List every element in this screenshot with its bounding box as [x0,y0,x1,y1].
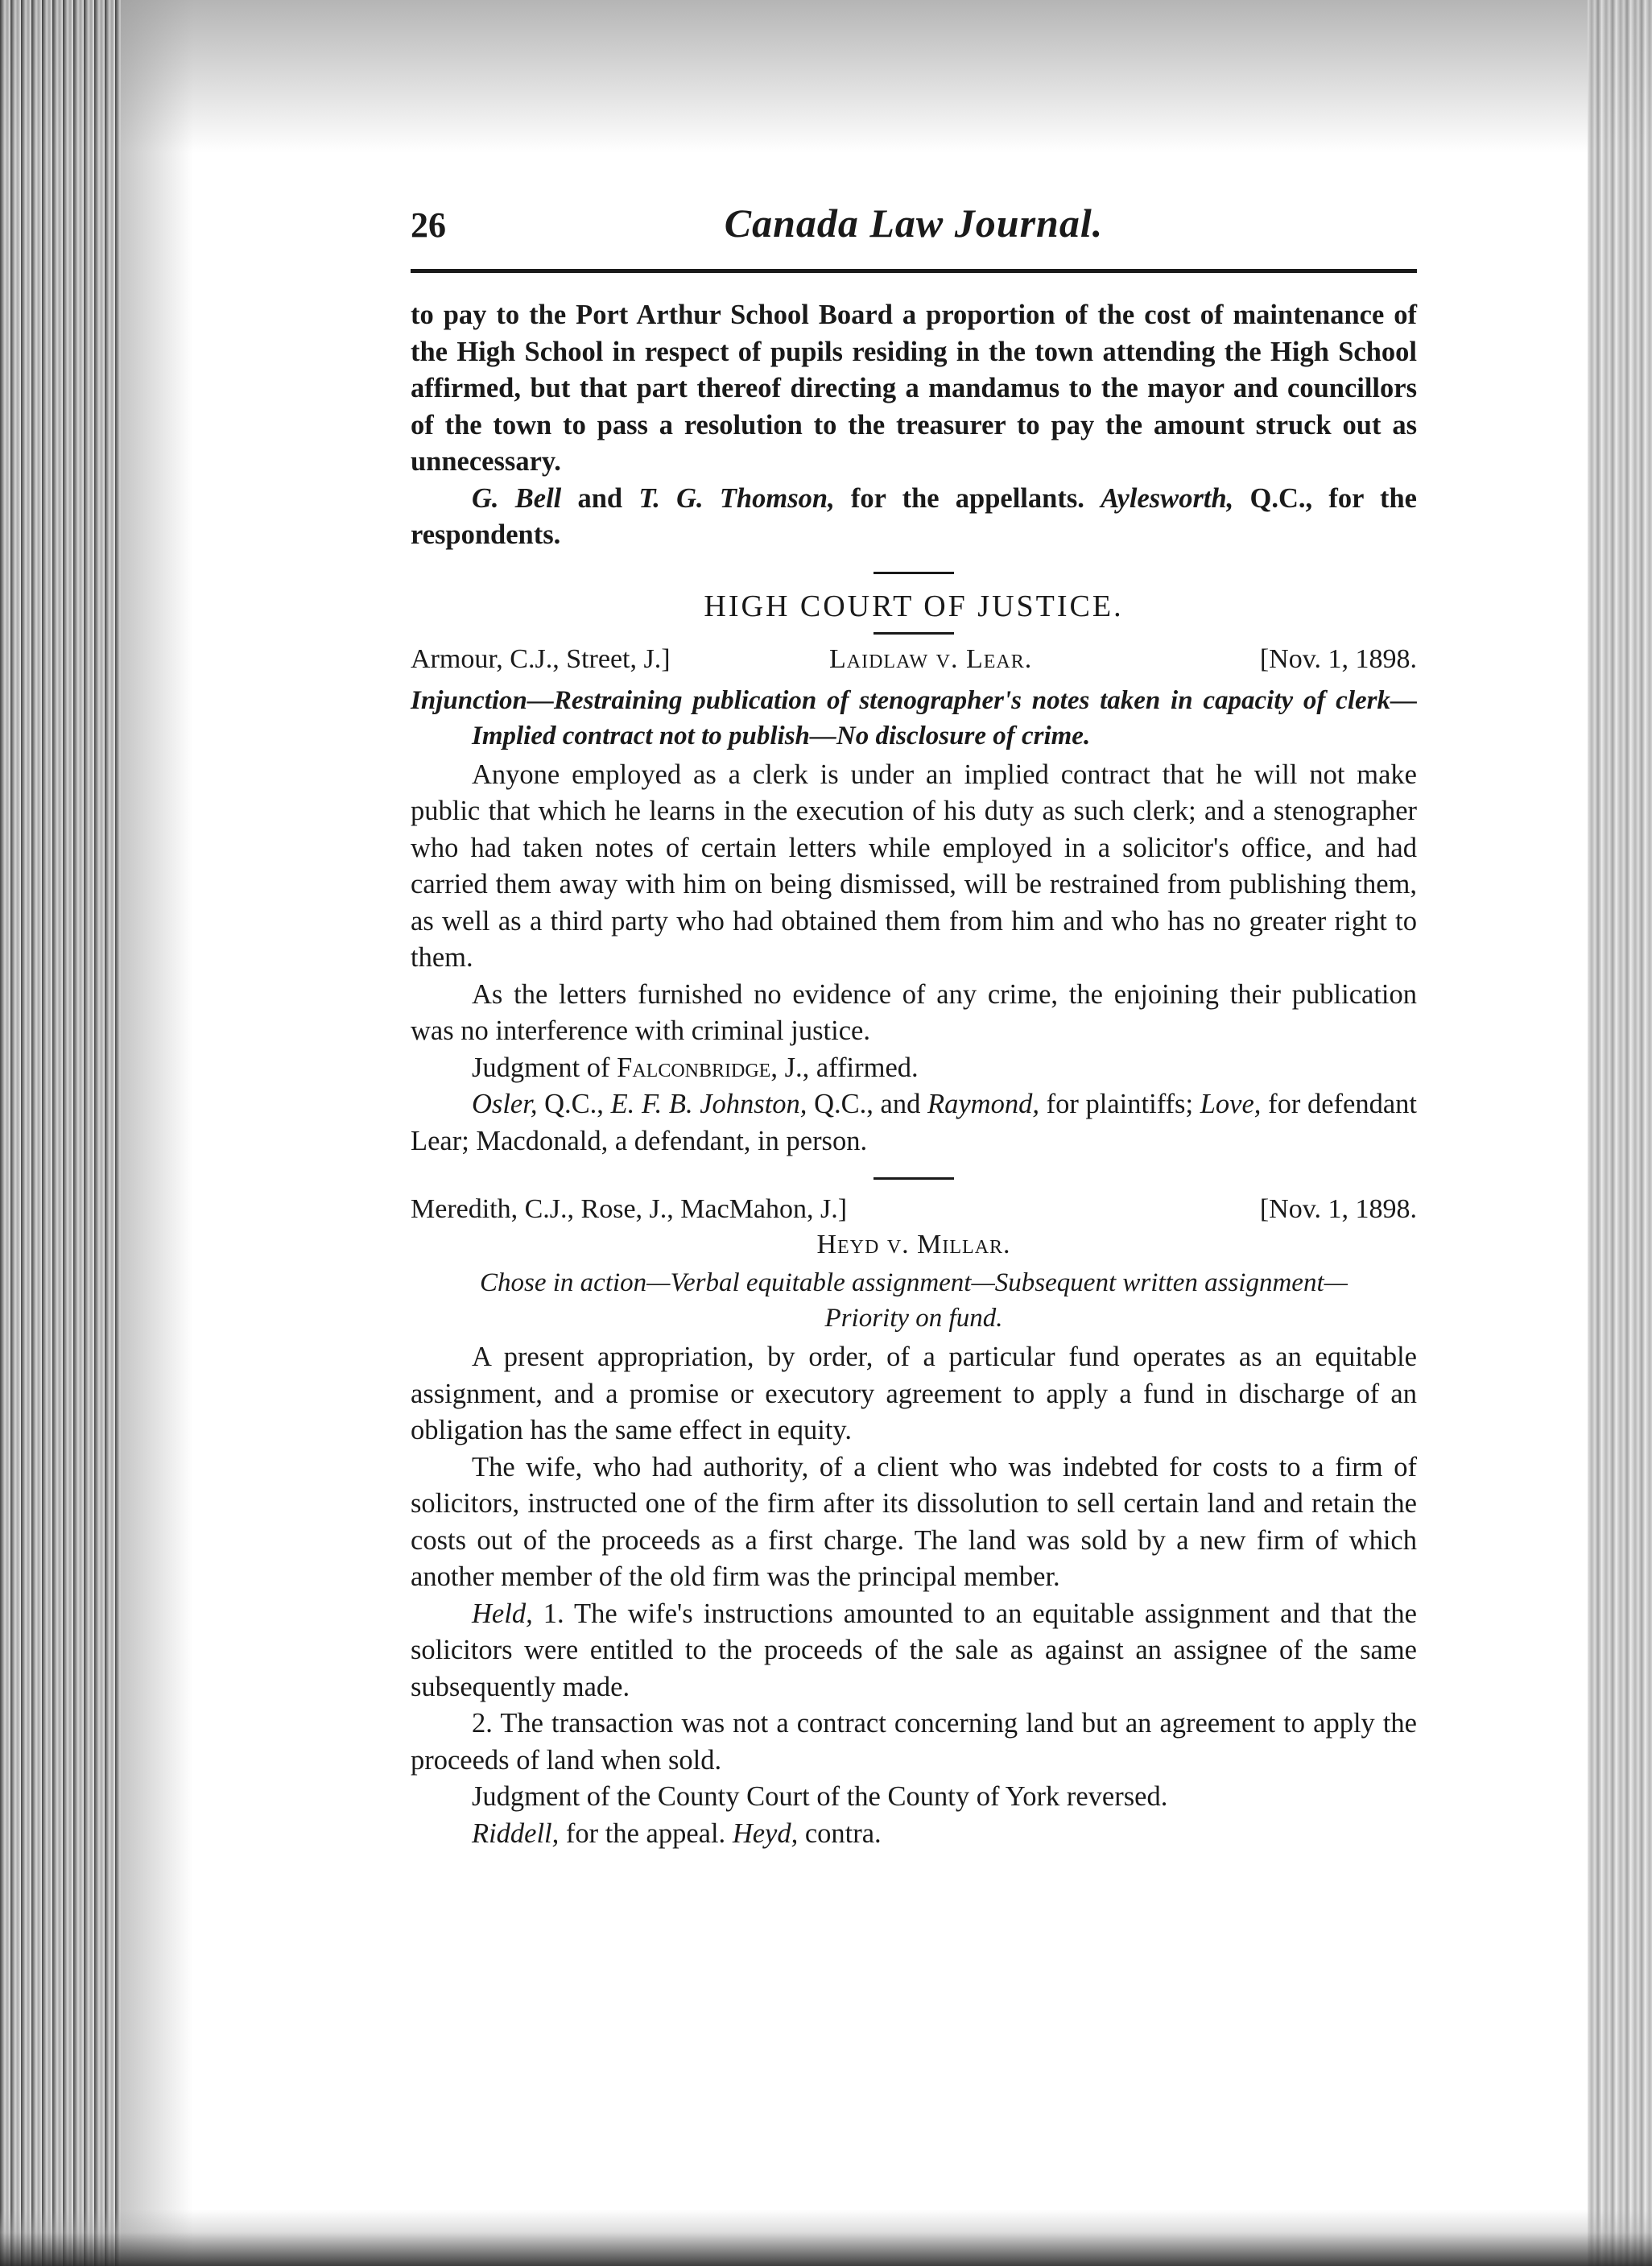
case-parties: Laidlaw v. Lear. [829,643,1033,674]
counsel-role: for defendant Lear; Macdonald, a defendant, in person. [411,1089,1417,1156]
case-paragraph: Anyone employed as a clerk is under an implied contract that he will not make public that which he learns in the execution of his duty as such clerk; and a stenographer who had taken notes of certain letters while employed in a solicitor's office, and had carried them away with him on being dismissed, will be restrained from publishing them, as well as a third party who had obtained them from him and who has no greater right to them. [411,759,1417,973]
counsel-role: for the appeal. [559,1817,733,1849]
holding-text: 1. The wife's instructions amounted to an equitable assignment and that the solicitors were entitled to the proceeds of the sale as against an assignee of the same subsequently made. [411,1598,1417,1702]
scan-edge-bottom [0,2210,1652,2266]
case-counsel [411,1086,1417,1160]
journal-page [411,193,1417,1852]
counsel-name: Aylesworth, [1101,482,1234,514]
held-label: Held, [472,1598,533,1629]
case-counsel [411,1816,1417,1853]
case-judgment: Judgment of the County Court of the County of York reversed. [472,1781,1168,1812]
counsel-name: Heyd, [732,1817,799,1849]
scan-shadow-top [0,0,1652,153]
counsel-name: G. Bell [472,482,562,514]
case-judges: Armour, C.J., Street, J.] [411,643,671,674]
counsel-name: E. F. B. Johnston, [610,1089,807,1119]
previous-case-paragraph: to pay to the Port Arthur School Board a proportion of the cost of maintenance of the High School in respect of pupils residing in the town attending the High School affirmed, but that part thereof directing a mandamus to the mayor and councillors of the town to pass a resolution to the treasurer to pay the amount struck out as unnecessary. [411,300,1417,477]
section-title: HIGH COURT OF JUSTICE. [704,589,1124,623]
previous-case-tail [411,297,1417,554]
case-judges: Meredith, C.J., Rose, J., MacMahon, J.] [411,1194,848,1224]
judgment-text: Judgment of [472,1052,617,1083]
counsel-connector: Q.C., and [807,1089,928,1119]
page-number: 26 [411,205,446,245]
section-rule [873,572,954,574]
counsel-role: Q.C., for the respondents. [411,482,1417,550]
case-headnote: Chose in action—Verbal equitable assignment—Subsequent written assignment—Priority on fund. [480,1268,1348,1333]
case-heading [411,1194,1417,1230]
section-rule [873,632,954,635]
counsel-name: Osler, [472,1089,538,1119]
case-parties: Heyd v. Millar. [816,1230,1011,1259]
case-date: [Nov. 1, 1898. [1259,1194,1417,1224]
scan-shadow-left [121,0,193,2266]
case-heyd-v-millar [411,1194,1417,1852]
counsel-connector: and [561,482,639,514]
case-paragraph: A present appropriation, by order, of a particular fund operates as an equitable assignment, and a promise or executory agreement to apply a fund in discharge of an obligation has the same effect in equity. [411,1342,1417,1445]
scan-edge-right [1588,0,1652,2266]
previous-case-counsel [411,481,1417,554]
page-header [411,193,1417,266]
judgment-text: , J., affirmed. [770,1052,919,1083]
case-headnote: Injunction—Restraining publication of stenographer's notes taken in capacity of clerk—Implied contract not to publish—No disclosure of crime. [411,685,1417,751]
case-separator-rule [873,1177,954,1180]
counsel-role: contra. [798,1817,882,1849]
journal-title: Canada Law Journal. [724,201,1104,246]
scan-binding-edge [0,0,121,2266]
counsel-role: for the appellants. [834,482,1101,514]
header-rule [411,269,1417,273]
counsel-name: Love, [1200,1089,1262,1119]
case-judgment [411,1050,1417,1087]
case-holding [411,1596,1417,1706]
counsel-name: T. G. Thomson, [638,482,835,514]
judge-name: Falconbridge [617,1052,771,1083]
case-laidlaw-v-lear [411,644,1417,1160]
case-paragraph: The wife, who had authority, of a client who was indebted for costs to a firm of solicitors, instructed one of the firm after its dissolution to sell certain land and retain the costs out of the proceeds as a first charge. The land was sold by a new firm of which another member of the old firm was the principal member. [411,1451,1417,1592]
case-paragraph: As the letters furnished no evidence of any crime, the enjoining their publication was no interference with criminal justice. [411,978,1417,1046]
counsel-name: Raymond, [927,1089,1039,1119]
counsel-role: for plaintiffs; [1039,1089,1200,1119]
case-paragraph: 2. The transaction was not a contract concerning land but an agreement to apply the proceeds of land when sold. [411,1708,1417,1776]
counsel-name: Riddell, [472,1817,560,1849]
counsel-connector: Q.C., [537,1089,611,1119]
case-heading [411,644,1417,683]
case-date: [Nov. 1, 1898. [1259,643,1417,674]
